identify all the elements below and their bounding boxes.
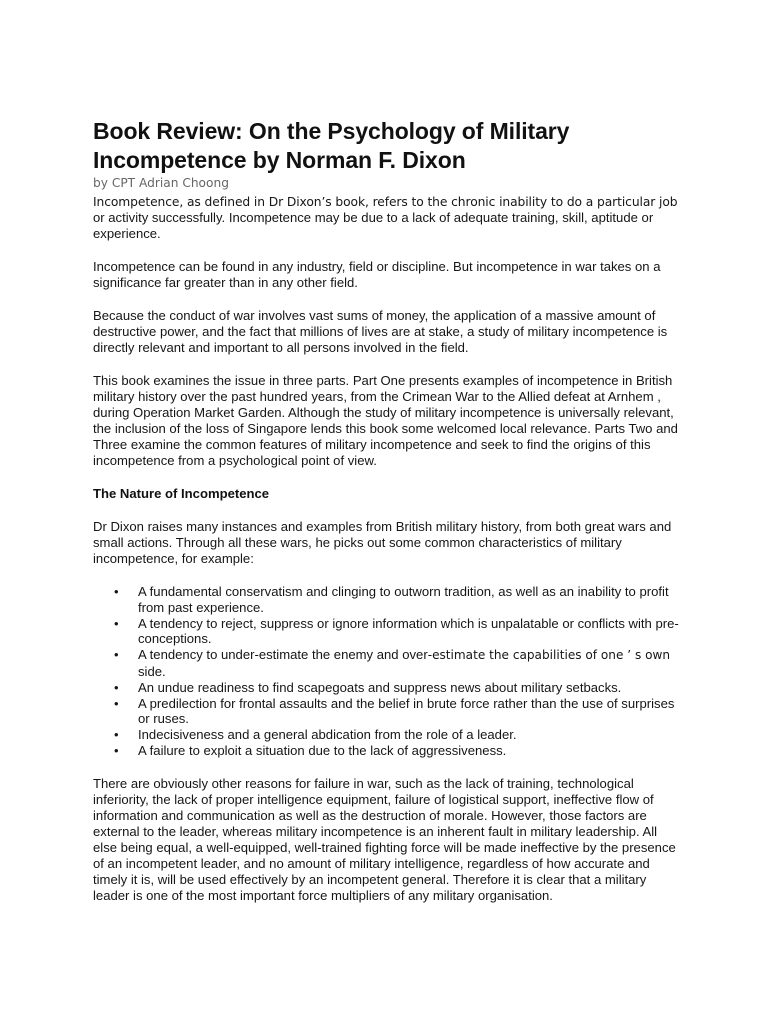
- document-page: [93, 117, 681, 921]
- conduct-paragraph: Because the conduct of war involves vast sums of money, the application of a massive amount of destructive power, and the fact that millions of lives are at stake, a study of military incompetence is directly relevant and important to all persons involved in the field.: [93, 308, 668, 355]
- list-item: [93, 680, 681, 696]
- list-item-text: A fundamental conservatism and clinging to outworn tradition, as well as an inability to profit from past experience.: [138, 584, 669, 615]
- bullet-icon: •: [114, 679, 119, 695]
- list-item-text-end: side.: [138, 663, 166, 679]
- bullet-icon: •: [114, 742, 119, 758]
- other-reasons-paragraph: There are obviously other reasons for failure in war, such as the lack of training, technological inferiority, the lack of proper intelligence equipment, failure of logistical support, ineffective flow of information and communication as well as the destruction of morale. However, those factors are external to the leader, whereas military incompetence is an inherent fault in military leadership. All else being equal, a well-equipped, well-trained fighting force will be made ineffective by the presence of an incompetent leader, and no amount of military intelligence, regardless of how accurate and timely it is, will be used effectively by an incompetent general. Therefore it is clear that a military leader is one of the most important force multipliers of any military organisation.: [93, 775, 676, 903]
- list-item: [93, 647, 681, 680]
- article-title: [93, 117, 681, 175]
- intro-lead: Incompetence, as defined in Dr Dixon’s book, refers to the chronic inability to do a particular job: [93, 195, 678, 209]
- bullet-icon: •: [114, 584, 119, 599]
- list-item-text: An undue readiness to find scapegoats and suppress news about military setbacks.: [138, 679, 622, 695]
- bullet-icon: •: [114, 647, 119, 663]
- list-item: [93, 727, 681, 743]
- title-line-1: Book Review: On the Psychology of Military: [93, 118, 570, 144]
- title-line-2: Incompetence by Norman F. Dixon: [93, 147, 466, 173]
- bullet-icon: •: [114, 727, 119, 743]
- list-item-text: A failure to exploit a situation due to the lack of aggressiveness.: [138, 742, 507, 758]
- list-item-text: Indecisiveness and a general abdication from the role of a leader.: [138, 727, 517, 743]
- list-item-text: A tendency to reject, suppress or ignore information which is unpalatable or conflicts with pre-conceptions.: [138, 615, 679, 647]
- byline: by CPT Adrian Choong: [93, 176, 229, 190]
- list-item-text: A predilection for frontal assaults and the belief in brute force rather than the use of surprises or ruses.: [138, 695, 675, 727]
- intro-rest: or activity successfully. Incompetence may be due to a lack of adequate training, skill, aptitude or experience.: [93, 210, 654, 241]
- list-item: [93, 743, 681, 759]
- examples-paragraph: Dr Dixon raises many instances and examples from British military history, from both great wars and small actions. Through all these wars, he picks out some common characteristics of military incompetence, for example:: [93, 519, 672, 566]
- section-heading: The Nature of Incompetence: [93, 486, 270, 501]
- list-item-text: A tendency to under-estimate the enemy and over-: [138, 647, 433, 663]
- intro-paragraph: [93, 194, 681, 242]
- list-item: [93, 696, 681, 728]
- three-parts-paragraph: This book examines the issue in three parts. Part One presents examples of incompetence in British military history over the past hundred years, from the Crimean War to the Allied defeat at Arnhem , during Operation Market Garden. Although the study of military incompetence is universally relevant, the inclusion of the loss of Singapore lends this book some welcomed local relevance. Parts Two and Three examine the common features of military incompetence and seek to find the origins of this incompetence from a psychological point of view.: [93, 373, 678, 468]
- list-item: [93, 616, 681, 648]
- industry-paragraph: Incompetence can be found in any industry, field or discipline. But incompetence in war takes on a significance far greater than in any other field.: [93, 259, 661, 290]
- characteristics-list: [93, 584, 681, 759]
- list-item-text-tail: estimate the capabilities of one ’ s own: [432, 648, 671, 663]
- list-item: [93, 584, 681, 616]
- bullet-icon: •: [114, 695, 119, 711]
- bullet-icon: •: [114, 615, 119, 631]
